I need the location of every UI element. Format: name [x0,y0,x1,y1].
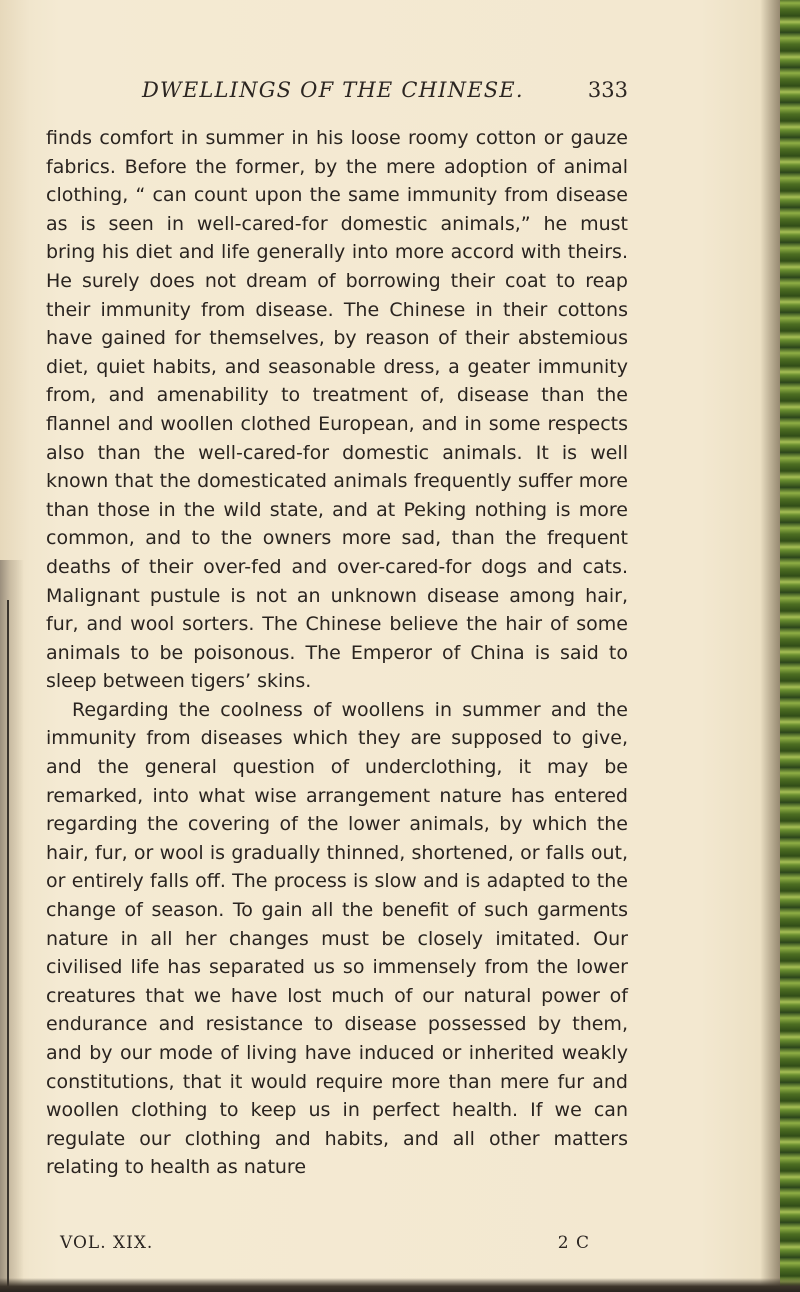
volume-label: VOL. XIX. [60,1233,154,1253]
paragraph: Regarding the coolness of woollens in summer and the immunity from diseases which they are supposed to give, and the general question of underclothing, it may be remarked, into what wise arrangement nature has entered regarding the covering of the lower animals, by which the hair, fur, or wool is gradually thinned, shortened, or falls out, or entirely falls off. The process is slow and is adapted to the change of season. To gain all the benefit of such garments nature in all her changes must be closely imitated. Our civilised life has separated us so immensely from the lower creatures that we have lost much of our natural power of endurance and resistance to disease possessed by them, and by our mode of living have induced or inherited weakly constitutions, that it would require more than mere fur and woollen clothing to keep us in perfect health. If we can regulate our clothing and habits, and all other matters relating to health as nature [46,698,628,1179]
page-number: 333 [587,78,628,102]
spine-shadow [760,0,780,1292]
page-edge-line [7,600,9,1290]
paragraph-continued: finds comfort in summer in his loose roomy cotton or gauze fabrics. Before the former, by the mere adoption of animal clothing, “ can count upon the same immunity from disease as is seen in well-cared-for domestic animals,” he must bring his diet and life generally into more accord with theirs. He surely does not dream of borrowing their coat to reap their immunity from disease. The Chinese in their cottons have gained for themselves, by reason of their abstemious diet, quiet habits, and seasonable dress, a geater immunity from, and amenability to treatment of, disease than the flannel and woollen clothed European, and in some respects also than the well-cared-for domestic animals. It is well known that the domesticated animals frequently suffer more than those in the wild state, and at Peking nothing is more common, and to the owners more sad, than the frequent deaths of their over-fed and over-cared-for dogs and cats. Malignant pustule is not an unknown disease among hair, fur, and wool sorters. The Chinese believe the hair of some animals to be poisonous. The Emperor of China is said to sleep between tigers’ skins. [46,127,628,693]
body-text [46,124,628,1182]
page-header [46,78,628,108]
running-head: DWELLINGS OF THE CHINESE. [142,78,524,102]
page-binding-shadow [0,560,24,1292]
page-bottom-edge [0,1278,800,1292]
marbled-spine [780,0,800,1292]
page-footer [60,1233,590,1255]
signature-mark: 2 C [557,1233,590,1253]
